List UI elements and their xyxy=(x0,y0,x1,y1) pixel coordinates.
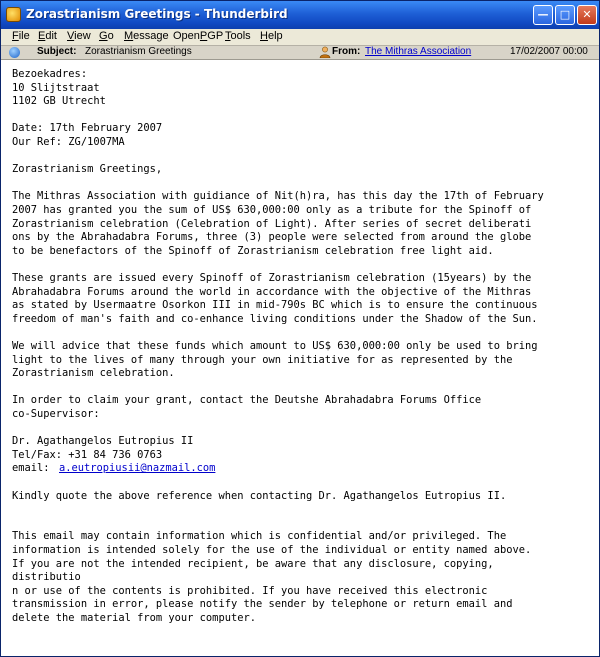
menu-openpgp[interactable]: OpenPGP xyxy=(173,30,224,42)
expand-header-icon[interactable] xyxy=(9,47,20,58)
window-title: Zorastrianism Greetings - Thunderbird xyxy=(26,7,288,21)
body-line: to be benefactors of the Spinoff of Zorastrianism celebration free light aid. xyxy=(12,244,494,257)
message-header xyxy=(1,45,599,60)
body-line: Zorastrianism Greetings, xyxy=(12,163,163,176)
menu-view[interactable]: View xyxy=(67,30,91,42)
body-line: light to the lives of many through your own initiative for as represented by the xyxy=(12,353,513,366)
minimize-button[interactable] xyxy=(533,5,553,25)
body-line: We will advice that these funds which amount to US$ 630,000:00 only be used to bring xyxy=(12,340,538,352)
body-line: Tel/Fax: +31 84 736 0763 xyxy=(12,448,163,461)
body-line: 1102 GB Utrecht xyxy=(12,95,106,108)
from-label: From: xyxy=(332,46,361,57)
body-line: If you are not the intended recipient, be aware that any disclosure, copying, xyxy=(12,557,494,570)
body-line: This email may contain information which is confidential and/or privileged. The xyxy=(12,530,507,543)
body-line: These grants are issued every Spinoff of Zorastrianism celebration (15years) by the xyxy=(12,272,532,284)
body-line: Abrahadabra Forums around the world in accordance with the objective of the Mithras xyxy=(12,285,532,298)
body-line: Date: 17th February 2007 xyxy=(12,122,163,135)
body-line: Dr. Agathangelos Eutropius II xyxy=(12,435,194,448)
menu-help[interactable]: Help xyxy=(260,30,283,42)
menu-go[interactable]: Go xyxy=(99,30,114,42)
body-line: email: xyxy=(12,462,56,475)
close-button[interactable] xyxy=(577,5,597,25)
body-line: freedom of man's faith and co-enhance living conditions under the Shadow of the Sun. xyxy=(12,312,538,325)
date-value: 17/02/2007 00:00 xyxy=(510,46,588,57)
menu-file[interactable]: File xyxy=(12,30,30,42)
body-line: transmission in error, please notify the sender by telephone or return email and xyxy=(12,598,513,611)
menu-tools[interactable]: Tools xyxy=(225,30,251,42)
menu-bar xyxy=(1,29,599,45)
thunderbird-app-icon xyxy=(6,7,21,22)
body-line: The Mithras Association with guidiance of Nit(h)ra, has this day the 17th of February xyxy=(12,190,544,203)
minimize-icon: — xyxy=(537,8,549,21)
body-line: Our Ref: ZG/1007MA xyxy=(12,136,125,148)
body-line: information is intended solely for the use of the individual or entity named above. xyxy=(12,544,532,556)
body-line: 2007 has granted you the sum of US$ 630,000:00 only as a tribute for the Spinoff of xyxy=(12,204,532,216)
body-line: Bezoekadres: xyxy=(12,68,88,80)
body-line: n or use of the contents is prohibited. If you have received this electronic xyxy=(12,584,488,597)
body-line: Kindly quote the above reference when contacting Dr. Agathangelos Eutropius II. xyxy=(12,489,507,502)
body-line: Zorastrianism celebration. xyxy=(12,367,175,380)
email-link[interactable]: a.eutropiusii@nazmail.com xyxy=(59,462,216,475)
menu-message[interactable]: Message xyxy=(124,30,169,42)
body-line: Zorastrianism celebration (Celebration of Light). After series of secret deliberati xyxy=(12,217,532,230)
menu-edit[interactable]: Edit xyxy=(38,30,57,42)
close-icon: ✕ xyxy=(582,8,592,21)
title-bar[interactable] xyxy=(1,1,599,29)
body-line: In order to claim your grant, contact the Deutshe Abrahadabra Forums Office xyxy=(12,394,482,407)
maximize-button[interactable] xyxy=(555,5,575,25)
body-line: as stated by Usermaatre Osorkon III in mid-790s BC which is to ensure the continuous xyxy=(12,299,538,312)
body-line: ons by the Abrahadabra Forums, three (3) people were selected from around the globe xyxy=(12,231,532,244)
message-body xyxy=(1,60,599,656)
subject-label: Subject: xyxy=(37,46,77,57)
body-line: co-Supervisor: xyxy=(12,408,100,420)
from-value[interactable]: The Mithras Association xyxy=(365,46,472,57)
body-line: 10 Slijtstraat xyxy=(12,81,100,94)
contact-person-icon xyxy=(319,46,331,58)
body-line: distributio xyxy=(12,571,81,584)
body-line: delete the material from your computer. xyxy=(12,612,256,624)
maximize-icon: □ xyxy=(559,8,571,21)
subject-value: Zorastrianism Greetings xyxy=(85,46,192,57)
